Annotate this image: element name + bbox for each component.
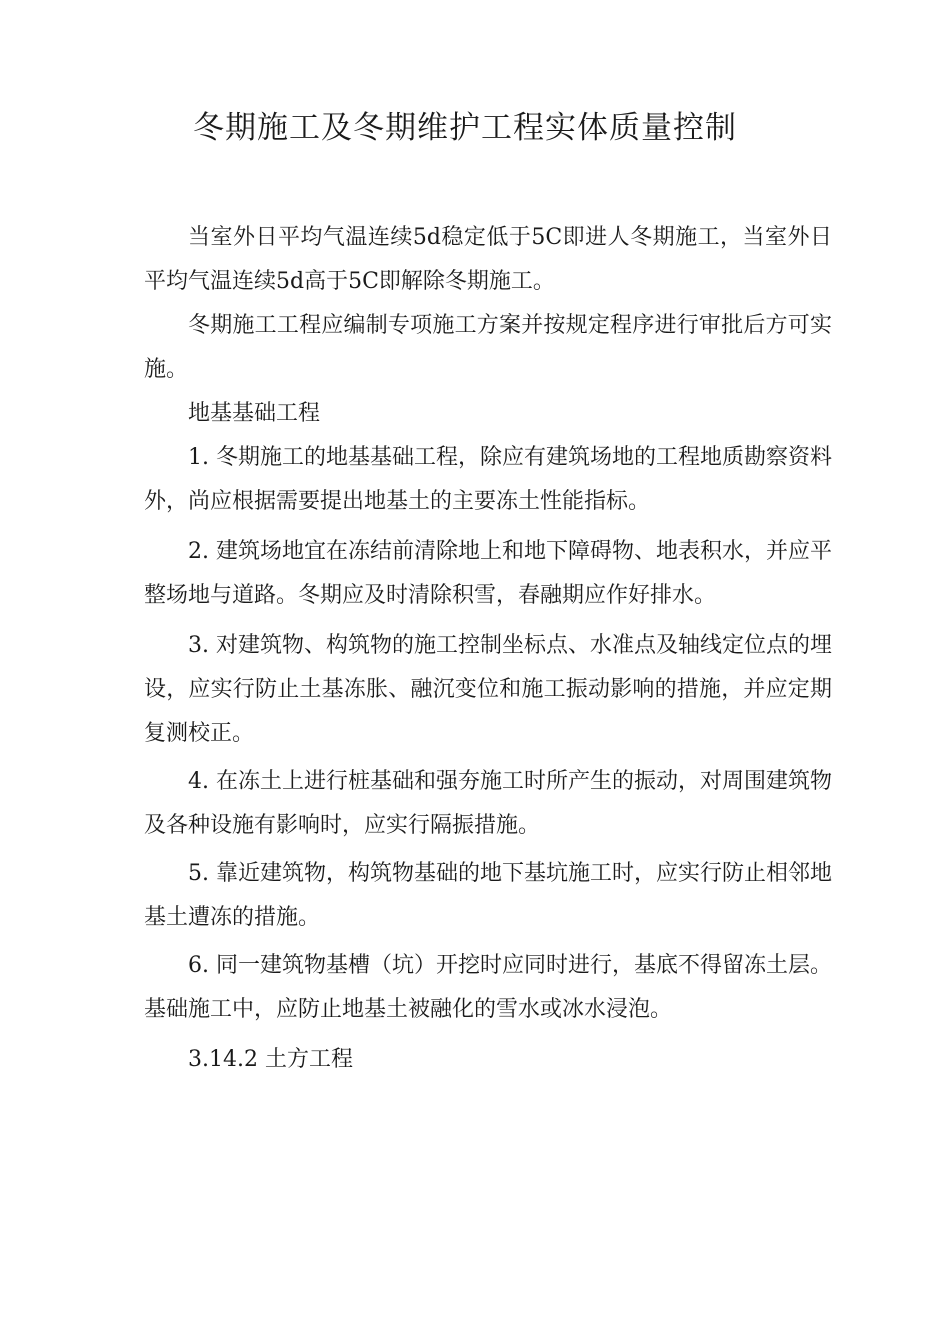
document-title: 冬期施工及冬期维护工程实体质量控制 bbox=[193, 110, 737, 146]
document-body bbox=[144, 216, 832, 1082]
paragraph-item-2: 2. 建筑场地宜在冻结前清除地上和地下障碍物、地表积水，并应平整场地与道路。冬期应及时清除积雪，春融期应作好排水。 bbox=[144, 539, 832, 608]
paragraph-item-3: 3. 对建筑物、构筑物的施工控制坐标点、水准点及轴线定位点的埋设，应实行防止土基冻胀、融沉变位和施工振动影响的措施，并应定期复测校正。 bbox=[144, 633, 832, 746]
paragraph-item-6: 6. 同一建筑物基槽（坑）开挖时应同时进行，基底不得留冻土层。基础施工中，应防止地基土被融化的雪水或冰水浸泡。 bbox=[144, 953, 832, 1022]
section-heading-foundation: 地基基础工程 bbox=[188, 401, 321, 426]
paragraph-item-5: 5. 靠近建筑物，构筑物基础的地下基坑施工时，应实行防止相邻地基土遭冻的措施。 bbox=[144, 861, 832, 930]
paragraph-winter-start: 当室外日平均气温连续5d稳定低于5C即进人冬期施工，当室外日平均气温连续5d高于5C即解除冬期施工。 bbox=[144, 225, 832, 294]
paragraph-item-4: 4. 在冻土上进行桩基础和强夯施工时所产生的振动，对周围建筑物及各种设施有影响时，应实行隔振措施。 bbox=[144, 769, 832, 838]
paragraph-item-1: 1. 冬期施工的地基基础工程，除应有建筑场地的工程地质勘察资料外，尚应根据需要提出地基土的主要冻土性能指标。 bbox=[144, 445, 832, 514]
paragraph-plan-approval: 冬期施工工程应编制专项施工方案并按规定程序进行审批后方可实施。 bbox=[144, 313, 832, 382]
section-heading-earthwork: 3.14.2 土方工程 bbox=[188, 1047, 353, 1072]
